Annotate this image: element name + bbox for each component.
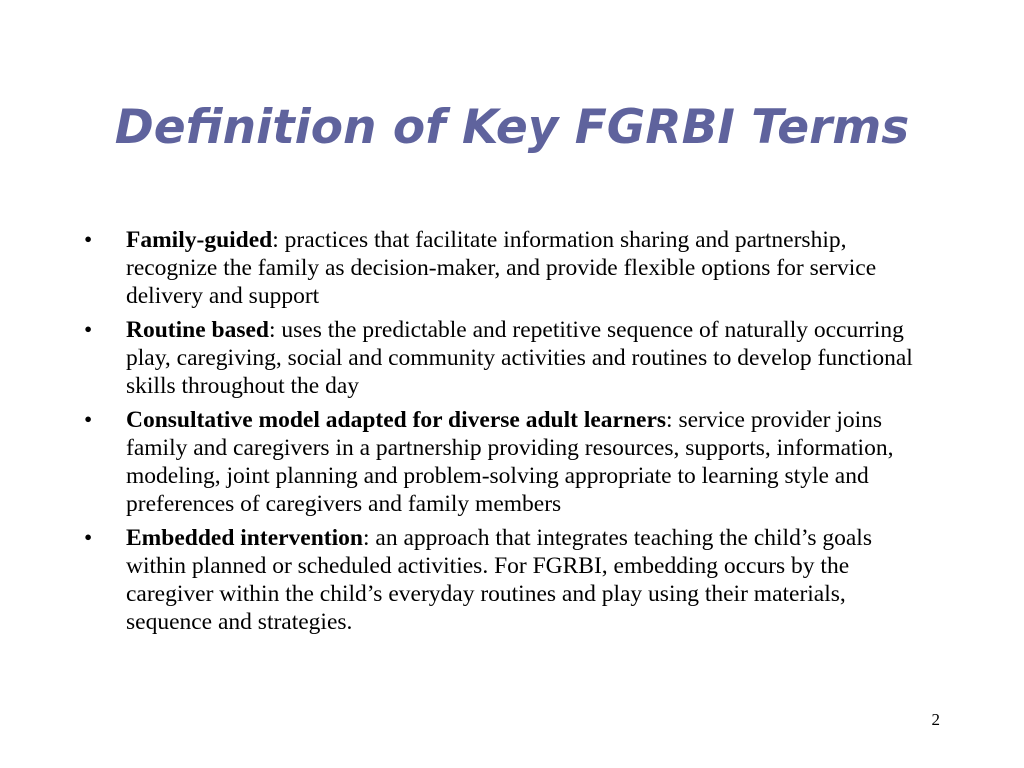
slide-title: Definition of Key FGRBI Terms: [114, 100, 910, 155]
definition-item-embedded-intervention: [84, 524, 914, 636]
definitions-list: [84, 226, 914, 642]
bullet-icon: •: [84, 525, 93, 551]
definition-item-family-guided: [84, 226, 914, 310]
bullet-icon: •: [84, 407, 93, 433]
definition-term: Embedded intervention: [126, 525, 363, 551]
definition-text: : practices that facilitate information sharing and partnership, recognize the family as decision-maker, and provide flexible options for service delivery and support: [126, 227, 877, 309]
bullet-icon: •: [84, 227, 93, 253]
definition-term: Consultative model adapted for diverse adult learners: [126, 407, 667, 433]
definition-text: : an approach that integrates teaching the child’s goals within planned or scheduled activities. For FGRBI, embedding occurs by the caregiver within the child’s everyday routines and play using their materials, sequence and strategies.: [126, 525, 872, 635]
definition-item-routine-based: [84, 316, 914, 400]
definition-text: : service provider joins family and caregivers in a partnership providing resources, supports, information, modeling, joint planning and problem-solving appropriate to learning style and preferences of caregivers and family members: [126, 407, 894, 517]
definition-item-consultative-model: [84, 406, 914, 518]
page-number: 2: [931, 710, 940, 729]
definition-term: Routine based: [126, 317, 269, 343]
definition-text: : uses the predictable and repetitive sequence of naturally occurring play, caregiving, social and community activities and routines to develop functional skills throughout the day: [126, 317, 913, 399]
definition-term: Family-guided: [126, 227, 273, 253]
bullet-icon: •: [84, 317, 93, 343]
